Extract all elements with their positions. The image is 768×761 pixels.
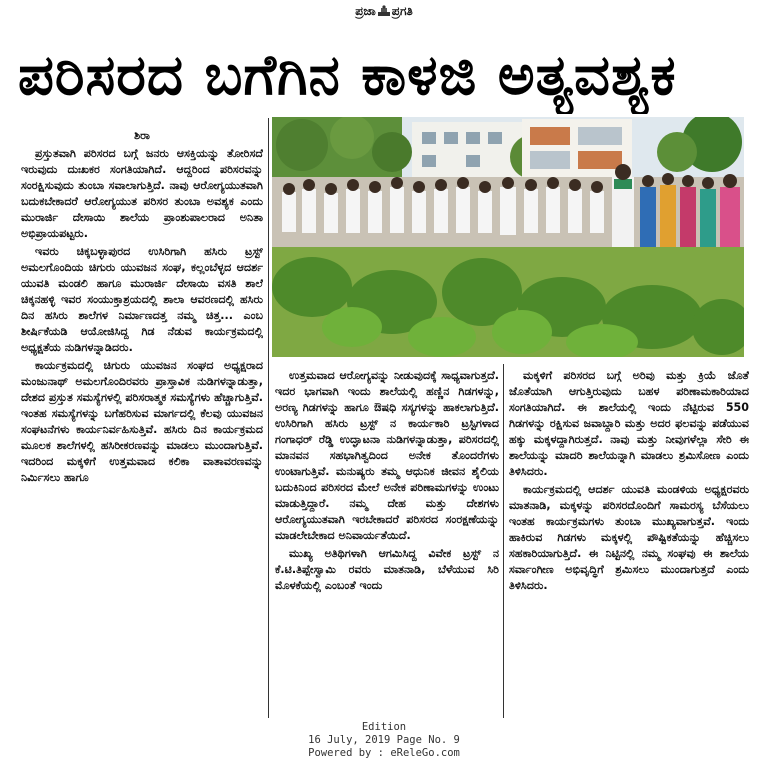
newspaper-masthead (0, 0, 768, 22)
article-paragraph: ಕಾರ್ಯಕ್ರಮದಲ್ಲಿ ಚಿಗುರು ಯುವಜನ ಸಂಘದ ಅಧ್ಯಕ್ಷರಾದ ಮಂಜುನಾಥ್ ಅಮಲಗೊಂದಿರವರು ಪ್ರಾಸ್ತಾವಿಕ ನುಡಿಗಳನ್ನಾಡುತ್ತಾ, ದೇಶದ ಪ್ರಸ್ತುತ ಸಮಸ್ಯೆಗಳಲ್ಲಿ ಪರಿಸರಾತ್ಮಕ ಸಮಸ್ಯೆಗಳು ಹೆಚ್ಚಾಗುತ್ತಿವೆ. ಇಂತಹ ಸಮಸ್ಯೆಗಳನ್ನು ಬಗೆಹರಿಸುವ ಮಾರ್ಗದಲ್ಲಿ ಕೆಲವು ಯುವಜನ ಸಂಘಟನೆಗಳು ಕಾರ್ಯನಿರ್ವಹಿಸುತ್ತಿವೆ. ಹಸಿರು ದಿನ ಕಾರ್ಯಕ್ರಮದ ಮೂಲಕ ಶಾಲೆಗಳಲ್ಲಿ ಹಸಿರೀಕರಣವನ್ನು ಮಾಡಲು ಮುಂದಾಗುತ್ತಿವೆ. ಇದರಿಂದ ಮಕ್ಕಳಿಗೆ ಉತ್ತಮವಾದ ಕಲಿಕಾ ವಾತಾವರಣವನ್ನು ನಿರ್ಮಿಸಲು ಹಾಗೂ (21, 359, 263, 484)
masthead-emblem-icon (377, 5, 391, 17)
article-paragraph: ಮುಖ್ಯ ಅತಿಥಿಗಳಾಗಿ ಆಗಮಿಸಿದ್ದ ವಿವೇಕ ಟ್ರಸ್ಟ್ ನ ಕೆ.ಟಿ.ತಿಪ್ಪೇಸ್ವಾಮಿ ರವರು ಮಾತನಾಡಿ, ಬೆಳೆಯುವ ಸಿರಿ ಮೊಳಕೆಯಲ್ಲಿ ಎಂಬಂತೆ ಇಂದು (275, 547, 499, 592)
powered-by-link[interactable]: Powered by : eReleGo.com (308, 747, 460, 759)
edition-footer (0, 718, 768, 761)
article-paragraph: ಇವರು ಚಿಕ್ಕಬಳ್ಳಾಪುರದ ಉಸಿರಿಗಾಗಿ ಹಸಿರು ಟ್ರಸ್ಟ್ ಅಮಲಗೊಂದಿಯ ಚಿಗುರು ಯುವಜನ ಸಂಘ, ಕಲ್ಲಂಬೆಳ್ಳದ ಆದರ್ಶ ಯುವತಿ ಮಂಡಲಿ ಹಾಗೂ ಮುರಾರ್ಜಿ ದೇಸಾಯಿ ವಸತಿ ಶಾಲೆ ಚಿಕ್ಕನಹಳ್ಳಿ ಇವರ ಸಂಯುಕ್ತಾಶ್ರಯದಲ್ಲಿ ಶಾಲಾ ಆವರಣದಲ್ಲಿ ಹಸಿರು ದಿನ ಹಸಿರು ಶಾಲೆಗಳ ನಿರ್ಮಾಣದತ್ತ ನಮ್ಮ ಚಿತ್ತ... ಎಂಬ ಶೀರ್ಷಿಕೆಯಡಿ ಆಯೋಜಿಸಿದ್ದ ಗಿಡ ನೆಡುವ ಕಾರ್ಯಕ್ರಮದಲ್ಲಿ ಅಧ್ಯಕ್ಷತೆಯ ನುಡಿಗಳನ್ನಾಡಿದರು. (21, 245, 263, 354)
article-photo (272, 117, 744, 357)
article-column-1 (21, 128, 263, 715)
masthead-left: ಪ್ರಜಾ (355, 4, 376, 18)
column-divider (268, 118, 269, 718)
article-column-2 (275, 368, 499, 715)
dateline: ಶಿರಾ (134, 129, 150, 142)
article-paragraph: ಪ್ರಸ್ತುತವಾಗಿ ಪರಿಸರದ ಬಗ್ಗೆ ಜನರು ಆಸಕ್ತಿಯನ್ನು ತೋರಿಸದೆ ಇರುವುದು ದುಃಖಕರ ಸಂಗತಿಯಾಗಿದೆ. ಆದ್ದರಿಂದ ಪರಿಸರವನ್ನು ಸಂರಕ್ಷಿಸುವುದು ತುಂಬಾ ಸವಾಲಾಗುತ್ತಿದೆ. ನಾವು ಆರೋಗ್ಯಯುತವಾಗಿ ಬದುಕಬೇಕಾದರೆ ಆರೋಗ್ಯಯುತ ಪರಿಸರ ತುಂಬಾ ಅವಶ್ಯಕ ಎಂದು ಮುರಾರ್ಜಿ ದೇಸಾಯಿ ಶಾಲೆಯ ಪ್ರಾಂಶುಪಾಲರಾದ ಅನಿತಾ ಅಭಿಪ್ರಾಯಪಟ್ಟರು. (21, 147, 263, 240)
article-headline: ಪರಿಸರದ ಬಗೆಗಿನ ಕಾಳಜಿ ಅತ್ಯವಶ್ಯಕ (18, 43, 677, 108)
column-divider (503, 364, 504, 718)
photo-students-planting-saplings (272, 117, 744, 357)
article-paragraph: ಮಕ್ಕಳಿಗೆ ಪರಿಸರದ ಬಗ್ಗೆ ಅರಿವು ಮತ್ತು ಕ್ರಿಯೆ ಜೊತೆ ಜೊತೆಯಾಗಿ ಆಗುತ್ತಿರುವುದು ಬಹಳ ಪರಿಣಾಮಕಾರಿಯಾದ ಸಂಗತಿಯಾಗಿದೆ. ಈ ಶಾಲೆಯಲ್ಲಿ ಇಂದು ನೆಟ್ಟಿರುವ 550 ಗಿಡಗಳನ್ನು ರಕ್ಷಿಸುವ ಜವಾಬ್ದಾರಿ ಮತ್ತು ಅದರ ಫಲವನ್ನು ಪಡೆಯುವ ಹಕ್ಕು ಮಕ್ಕಳದ್ದಾಗಿರುತ್ತದೆ. ನಾವು ಮತ್ತು ನೀವುಗಳೆಲ್ಲಾ ಸೇರಿ ಈ ಶಾಲೆಯನ್ನು ಮಾದರಿ ಶಾಲೆಯನ್ನಾಗಿ ಮಾಡಲು ಶ್ರಮಿಸೋಣ ಎಂದು ತಿಳಿಸಿದರು. (509, 369, 749, 478)
article-paragraph: ಉತ್ತಮವಾದ ಆರೋಗ್ಯವನ್ನು ನೀಡುವುದಕ್ಕೆ ಸಾಧ್ಯವಾಗುತ್ತದೆ. ಇದರ ಭಾಗವಾಗಿ ಇಂದು ಶಾಲೆಯಲ್ಲಿ ಹಣ್ಣಿನ ಗಿಡಗಳನ್ನು, ಅರಣ್ಯ ಗಿಡಗಳನ್ನು ಹಾಗೂ ಔಷಧಿ ಸಸ್ಯಗಳನ್ನು ಹಾಕಲಾಗುತ್ತಿದೆ. ಉಸಿರಿಗಾಗಿ ಹಸಿರು ಟ್ರಸ್ಟ್ ನ ಕಾರ್ಯಕಾರಿ ಟ್ರಸ್ಟಿಗಳಾದ ಗಂಗಾಧರ್ ರೆಡ್ಡಿ ಉದ್ಘಾಟನಾ ನುಡಿಗಳನ್ನಾಡುತ್ತಾ, ಪರಿಸರದಲ್ಲಿ ಮಾನವನ ಸಹಭಾಗಿತ್ವದಿಂದ ಅನೇಕ ತೊಂದರೆಗಳು ಉಂಟಾಗುತ್ತಿವೆ. ಮನುಷ್ಯರು ತಮ್ಮ ಆಧುನಿಕ ಜೀವನ ಶೈಲಿಯ ಬದುಕಿನಿಂದ ಪರಿಸರದ ಮೇಲೆ ಅನೇಕ ಪರಿಣಾಮಗಳನ್ನು ಉಂಟು ಮಾಡುತ್ತಿದ್ದಾರೆ. ನಮ್ಮ ದೇಹ ಮತ್ತು ದೇಶಗಳು ಆರೋಗ್ಯಯುತವಾಗಿ ಇರಬೇಕಾದರೆ ಪರಿಸರದ ಸಂರಕ್ಷಣೆಯನ್ನು ಮಾಡಲೇಬೇಕಾದ ಅನಿವಾರ್ಯತೆಯಿದೆ. (275, 369, 499, 542)
edition-label: Edition (361, 721, 407, 733)
article-paragraph: ಕಾರ್ಯಕ್ರಮದಲ್ಲಿ ಆದರ್ಶ ಯುವತಿ ಮಂಡಳಿಯ ಅಧ್ಯಕ್ಷರವರು ಮಾತನಾಡಿ, ಮಕ್ಕಳನ್ನು ಪರಿಸರದೊಂದಿಗೆ ಸಾಮರಸ್ಯ ಬೆಸೆಯಲು ಇಂತಹ ಕಾರ್ಯಕ್ರಮಗಳು ತುಂಬಾ ಮುಖ್ಯವಾಗುತ್ತವೆ. ಇಂದು ಹಾಕಿರುವ ಗಿಡಗಳು ಮಕ್ಕಳಲ್ಲಿ ಪೌಷ್ಟಿಕತೆಯನ್ನು ಹೆಚ್ಚಿಸಲು ಸಹಕಾರಿಯಾಗುತ್ತಿದೆ. ಈ ನಿಟ್ಟಿನಲ್ಲಿ ನಮ್ಮ ಸಂಘವು ಈ ಶಾಲೆಯ ಸರ್ವಾಂಗೀಣ ಅಭಿವೃದ್ಧಿಗೆ ಶ್ರಮಿಸಲು ಮುಂದಾಗುತ್ತದೆ ಎಂದು ತಿಳಿಸಿದರು. (509, 483, 749, 592)
masthead-right: ಪ್ರಗತಿ (391, 4, 413, 18)
edition-date-page: 16 July, 2019 Page No. 9 (308, 734, 460, 746)
article-column-3 (509, 368, 749, 715)
